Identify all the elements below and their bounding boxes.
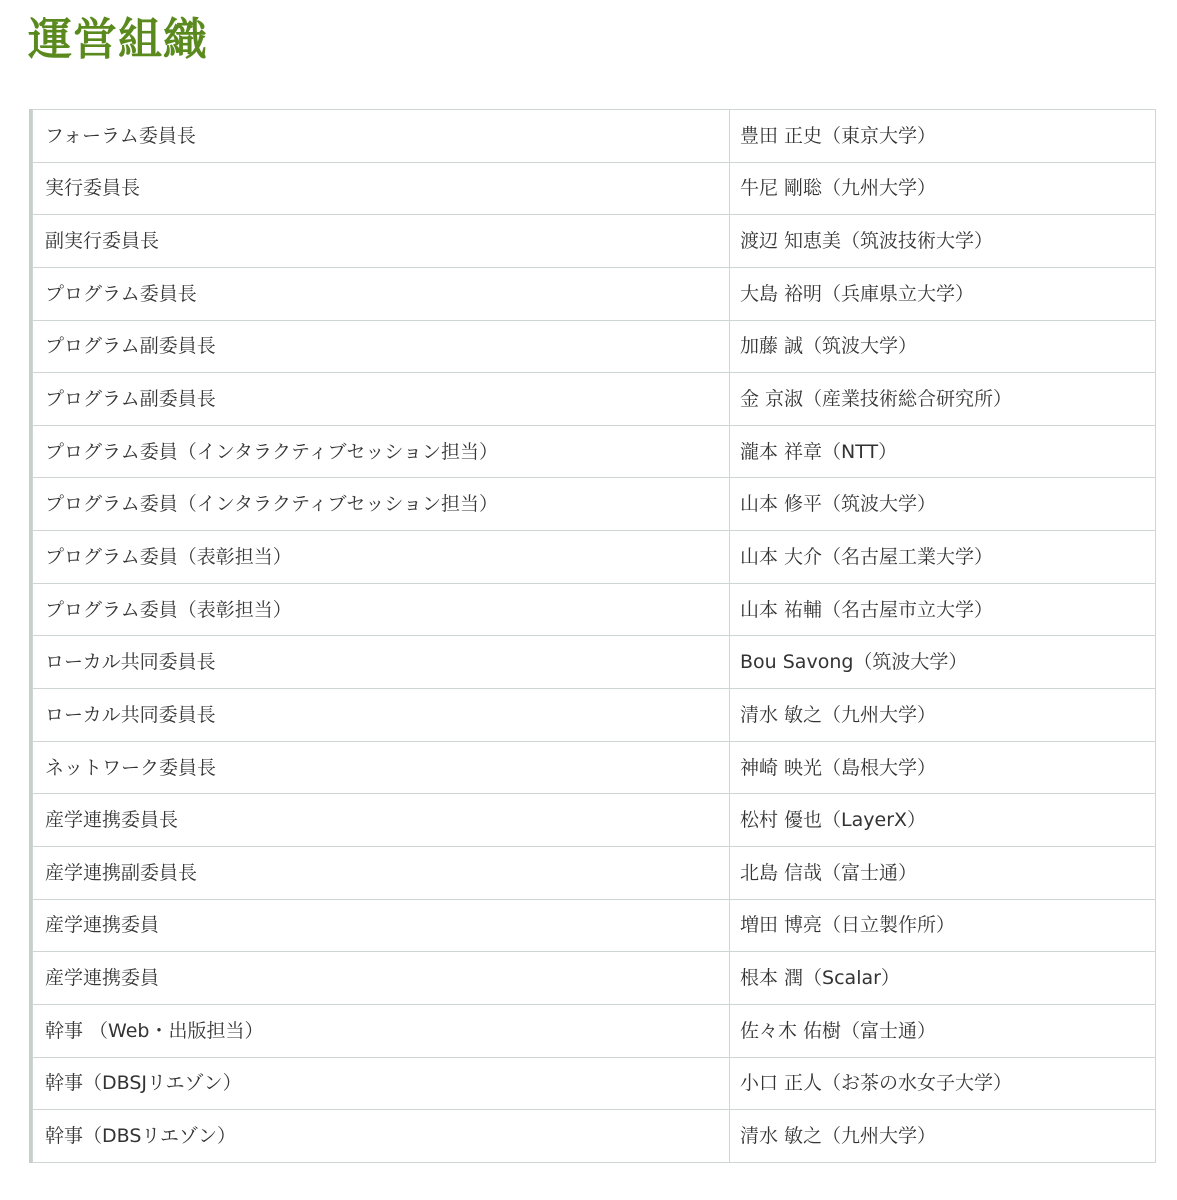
role-cell: プログラム委員（インタラクティブセッション担当） [33, 425, 730, 478]
committee-table [32, 109, 1156, 1163]
table-row [33, 531, 1156, 584]
table-row [33, 373, 1156, 426]
role-cell: 実行委員長 [33, 162, 730, 215]
member-cell: Bou Savong（筑波大学） [730, 636, 1156, 689]
member-cell: 清水 敏之（九州大学） [730, 689, 1156, 742]
member-cell: 渡辺 知恵美（筑波技術大学） [730, 215, 1156, 268]
table-row [33, 846, 1156, 899]
member-cell: 豊田 正史（東京大学） [730, 110, 1156, 163]
member-cell: 清水 敏之（九州大学） [730, 1110, 1156, 1163]
member-cell: 根本 潤（Scalar） [730, 952, 1156, 1005]
role-cell: 産学連携委員長 [33, 794, 730, 847]
table-row [33, 689, 1156, 742]
table-row [33, 425, 1156, 478]
table-row [33, 794, 1156, 847]
role-cell: ローカル共同委員長 [33, 636, 730, 689]
role-cell: プログラム委員長 [33, 267, 730, 320]
table-row [33, 741, 1156, 794]
table-row [33, 583, 1156, 636]
table-row [33, 110, 1156, 163]
table-row [33, 162, 1156, 215]
member-cell: 佐々木 佑樹（富士通） [730, 1004, 1156, 1057]
table-row [33, 899, 1156, 952]
page-title: 運営組織 [28, 14, 208, 65]
member-cell: 増田 博亮（日立製作所） [730, 899, 1156, 952]
member-cell: 山本 大介（名古屋工業大学） [730, 531, 1156, 584]
member-cell: 神崎 映光（島根大学） [730, 741, 1156, 794]
role-cell: プログラム副委員長 [33, 373, 730, 426]
role-cell: プログラム委員（表彰担当） [33, 531, 730, 584]
table-row [33, 1057, 1156, 1110]
role-cell: 産学連携委員 [33, 899, 730, 952]
role-cell: 副実行委員長 [33, 215, 730, 268]
member-cell: 牛尼 剛聡（九州大学） [730, 162, 1156, 215]
table-row [33, 1110, 1156, 1163]
role-cell: 産学連携副委員長 [33, 846, 730, 899]
table-row [33, 267, 1156, 320]
member-cell: 金 京淑（産業技術総合研究所） [730, 373, 1156, 426]
table-row [33, 215, 1156, 268]
role-cell: プログラム委員（表彰担当） [33, 583, 730, 636]
role-cell: 幹事（DBSリエゾン） [33, 1110, 730, 1163]
committee-table-container [29, 109, 1155, 1163]
member-cell: 山本 祐輔（名古屋市立大学） [730, 583, 1156, 636]
member-cell: 松村 優也（LayerX） [730, 794, 1156, 847]
member-cell: 大島 裕明（兵庫県立大学） [730, 267, 1156, 320]
table-row [33, 636, 1156, 689]
table-row [33, 952, 1156, 1005]
table-row [33, 1004, 1156, 1057]
table-row [33, 478, 1156, 531]
member-cell: 小口 正人（お茶の水女子大学） [730, 1057, 1156, 1110]
member-cell: 瀧本 祥章（NTT） [730, 425, 1156, 478]
role-cell: プログラム委員（インタラクティブセッション担当） [33, 478, 730, 531]
member-cell: 山本 修平（筑波大学） [730, 478, 1156, 531]
role-cell: ネットワーク委員長 [33, 741, 730, 794]
member-cell: 北島 信哉（富士通） [730, 846, 1156, 899]
member-cell: 加藤 誠（筑波大学） [730, 320, 1156, 373]
role-cell: ローカル共同委員長 [33, 689, 730, 742]
role-cell: 幹事 （Web・出版担当） [33, 1004, 730, 1057]
table-row [33, 320, 1156, 373]
role-cell: フォーラム委員長 [33, 110, 730, 163]
role-cell: プログラム副委員長 [33, 320, 730, 373]
role-cell: 産学連携委員 [33, 952, 730, 1005]
role-cell: 幹事（DBSJリエゾン） [33, 1057, 730, 1110]
